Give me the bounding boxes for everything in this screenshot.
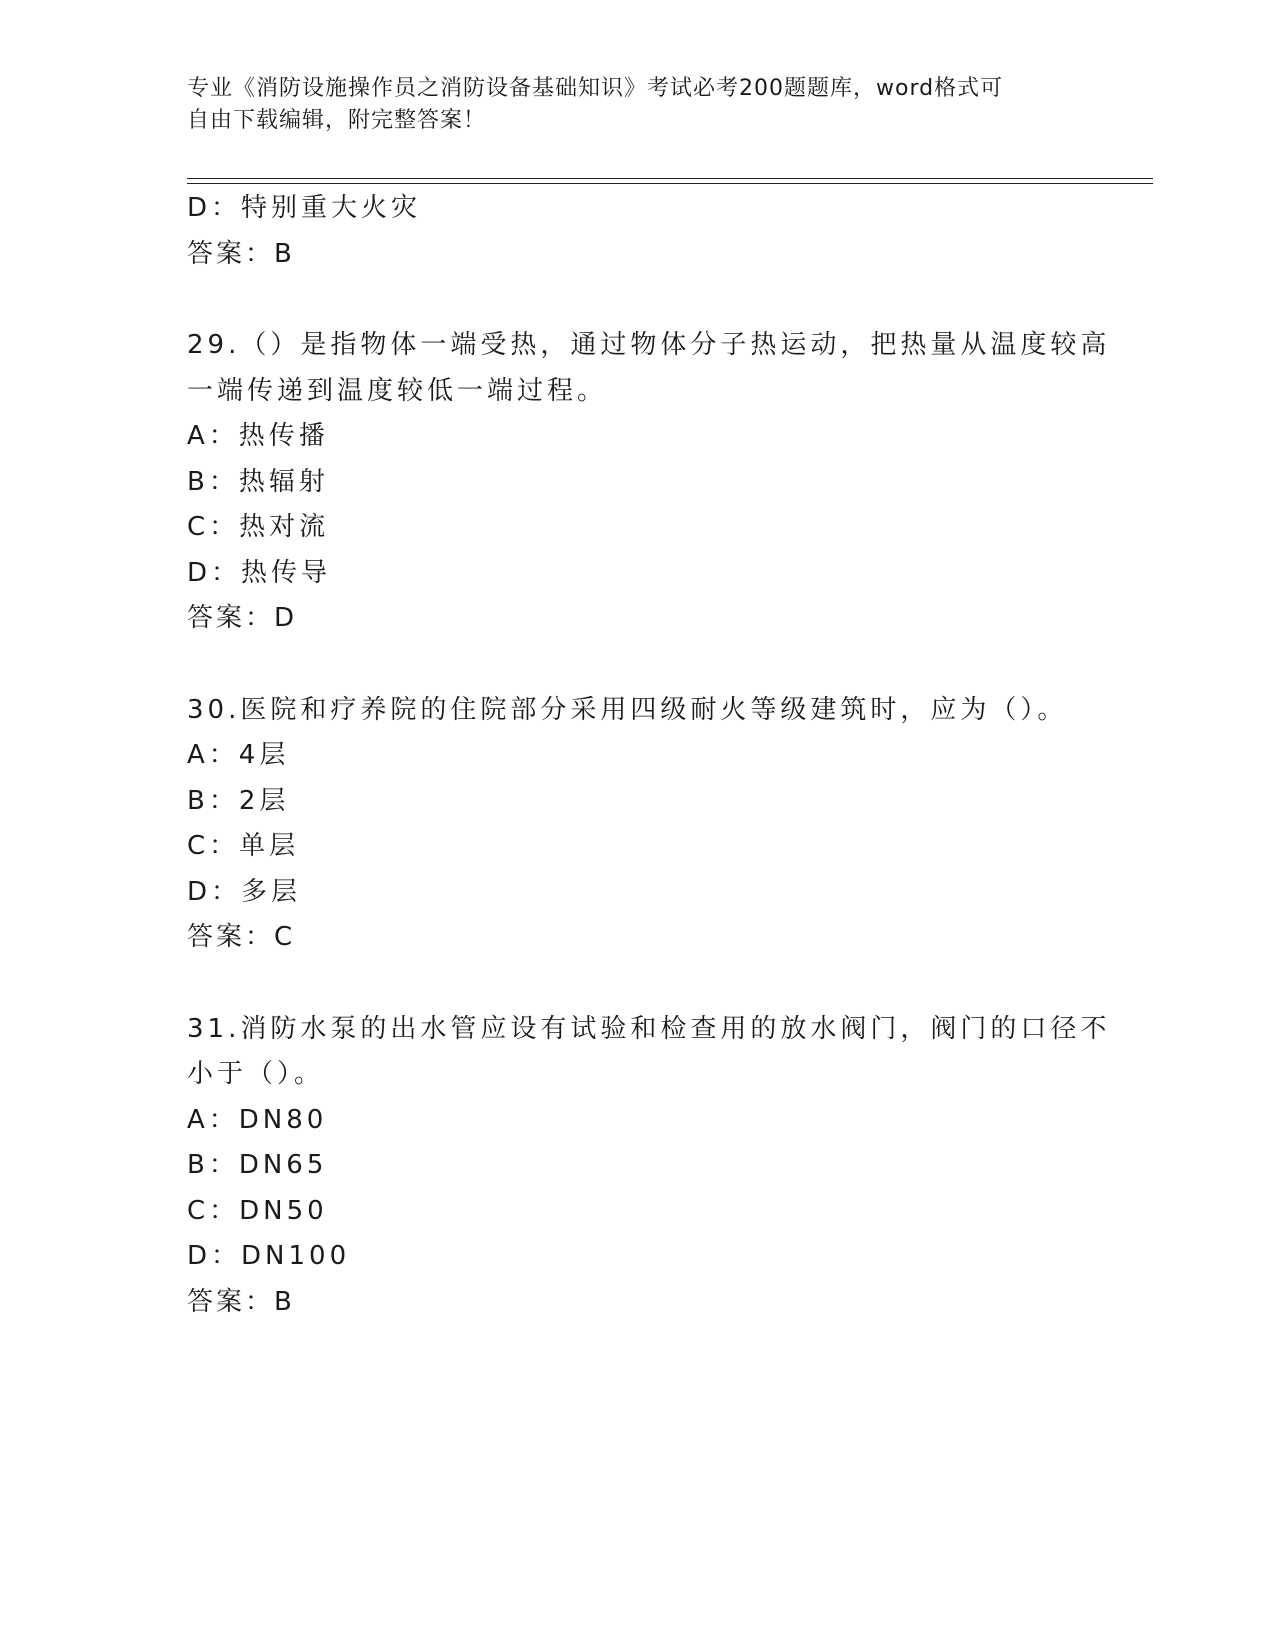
option-d: D：多层: [187, 876, 302, 907]
spacer: [187, 277, 1087, 323]
option-d: D：热传导: [187, 557, 332, 588]
header-divider-top: [187, 178, 1153, 179]
question-content: [187, 186, 1111, 1325]
question-29: [187, 323, 1111, 642]
question-30: [187, 688, 1087, 961]
prev-option-d: D：特别重大火灾: [187, 193, 422, 223]
option-b: B：DN65: [187, 1150, 328, 1180]
option-c: C：热对流: [187, 512, 330, 542]
answer: 答案：C: [187, 922, 296, 952]
question-text-line-1: 30.医院和疗养院的住院部分采用四级耐火等级建筑时，应为（）。: [187, 694, 1068, 725]
question-31: [187, 1007, 1111, 1326]
question-text-line-2: 小于（）。: [187, 1059, 325, 1089]
option-b: B：热辐射: [187, 466, 329, 497]
spacer: [187, 961, 1087, 1007]
header-line-1: 专业《消防设施操作员之消防设备基础知识》考试必考200题题库，word格式可: [187, 76, 1004, 101]
prev-answer: 答案：B: [187, 238, 295, 269]
answer: 答案：D: [187, 603, 298, 633]
question-text-line-1: 29.（）是指物体一端受热，通过物体分子热运动，把热量从温度较高: [187, 330, 1111, 360]
header-divider-bottom: [187, 183, 1153, 184]
option-b: B：2层: [187, 785, 290, 816]
option-a: A：热传播: [187, 421, 329, 451]
spacer: [187, 642, 1087, 688]
header-line-2: 自由下载编辑，附完整答案！: [187, 108, 487, 133]
document-header: [187, 73, 1067, 137]
question-text-line-2: 一端传递到温度较低一端过程。: [187, 375, 608, 406]
option-d: D：DN100: [187, 1241, 351, 1271]
option-c: C：DN50: [187, 1195, 328, 1226]
option-c: C：单层: [187, 831, 300, 861]
answer: 答案：B: [187, 1286, 295, 1317]
question-text-line-1: 31.消防水泵的出水管应设有试验和检查用的放水阀门，阀门的口径不: [187, 1013, 1111, 1044]
option-a: A：DN80: [187, 1104, 328, 1135]
option-a: A：4层: [187, 740, 290, 770]
